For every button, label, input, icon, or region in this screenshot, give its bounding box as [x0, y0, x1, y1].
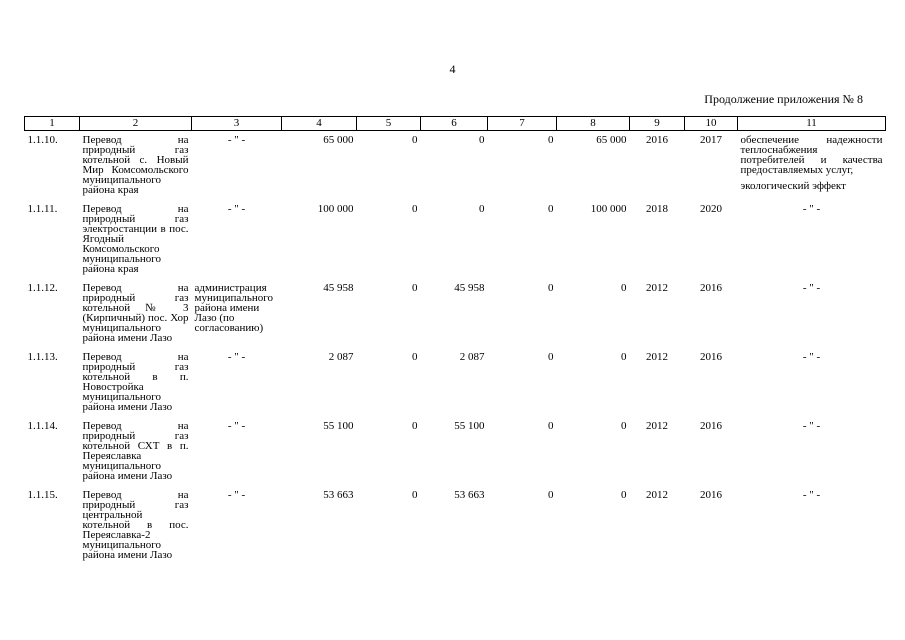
- column-number-row: [25, 117, 886, 131]
- column-header: 10: [685, 117, 738, 131]
- amount-col8: 100 000: [590, 203, 627, 215]
- column-header: 11: [738, 117, 886, 131]
- amount-col7: 0: [548, 282, 554, 294]
- amount-col8: 0: [621, 489, 627, 501]
- amount-col5: 0: [412, 351, 418, 363]
- end-year: 2016: [700, 351, 722, 363]
- amount-col6: 0: [479, 134, 485, 146]
- end-year: 2017: [700, 134, 722, 146]
- amount-col8: 0: [621, 420, 627, 432]
- measure-name: Перевод на природный газ котельной № 3 (Кирпичный) пос. Хор муниципального района имени Лазо: [82, 282, 189, 344]
- total-amount: 65 000: [323, 134, 354, 146]
- row-code: 1.1.15.: [27, 489, 58, 501]
- amount-col5: 0: [412, 134, 418, 146]
- amount-col6: 2 087: [459, 351, 485, 363]
- expected-effect: - " -: [802, 489, 821, 501]
- end-year: 2016: [700, 489, 722, 501]
- start-year: 2012: [646, 282, 668, 294]
- amount-col5: 0: [412, 203, 418, 215]
- amount-col7: 0: [548, 420, 554, 432]
- column-header: 3: [192, 117, 282, 131]
- column-header: 6: [421, 117, 488, 131]
- total-amount: 45 958: [323, 282, 354, 294]
- start-year: 2012: [646, 489, 668, 501]
- amount-col5: 0: [412, 420, 418, 432]
- table-row: [25, 486, 886, 565]
- amount-col8: 65 000: [596, 134, 627, 146]
- amount-col5: 0: [412, 489, 418, 501]
- measure-name: Перевод на природный газ электростанции в пос. Ягодный Комсомольского муниципального района края: [82, 203, 189, 275]
- effect-text: обеспечение надежности теплоснабжения потребителей и качества предоставляемых услуг,: [740, 134, 883, 176]
- measure-name: Перевод на природный газ центральной котельной в пос. Переяславка-2 муниципального района имени Лазо: [82, 489, 189, 561]
- table-row: [25, 417, 886, 486]
- column-header: 4: [282, 117, 357, 131]
- end-year: 2020: [700, 203, 722, 215]
- start-year: 2016: [646, 134, 668, 146]
- amount-col7: 0: [548, 134, 554, 146]
- page-number: 4: [449, 62, 456, 76]
- expected-effect: [738, 131, 886, 201]
- row-code: 1.1.12.: [27, 282, 58, 294]
- expected-effect: - " -: [802, 282, 821, 294]
- row-code: 1.1.10.: [27, 134, 58, 146]
- appendix-continuation-label: Продолжение приложения № 8: [704, 92, 863, 106]
- row-code: 1.1.13.: [27, 351, 58, 363]
- column-header: 1: [25, 117, 80, 131]
- measure-name: Перевод на природный газ котельной в п. Новостройка муниципального района имени Лазо: [82, 351, 189, 413]
- amount-col8: 0: [621, 282, 627, 294]
- table-row: [25, 279, 886, 348]
- table-row: [25, 200, 886, 279]
- executor: - " -: [227, 134, 246, 146]
- row-code: 1.1.14.: [27, 420, 58, 432]
- start-year: 2018: [646, 203, 668, 215]
- measure-name: Перевод на природный газ котельной с. Новый Мир Комсомольского муниципального района края: [82, 134, 189, 196]
- amount-col8: 0: [621, 351, 627, 363]
- amount-col7: 0: [548, 351, 554, 363]
- amount-col6: 45 958: [454, 282, 485, 294]
- total-amount: 2 087: [328, 351, 354, 363]
- end-year: 2016: [700, 420, 722, 432]
- start-year: 2012: [646, 420, 668, 432]
- row-code: 1.1.11.: [27, 203, 58, 215]
- amount-col7: 0: [548, 203, 554, 215]
- expected-effect: - " -: [802, 203, 821, 215]
- column-header: 5: [357, 117, 421, 131]
- end-year: 2016: [700, 282, 722, 294]
- column-header: 7: [488, 117, 557, 131]
- amount-col6: 53 663: [454, 489, 485, 501]
- measures-table: [24, 116, 886, 565]
- table-row: [25, 348, 886, 417]
- expected-effect: - " -: [802, 351, 821, 363]
- measure-name: Перевод на природный газ котельной СХТ в п. Переяславка муниципального района имени Лазо: [82, 420, 189, 482]
- expected-effect: - " -: [802, 420, 821, 432]
- total-amount: 53 663: [323, 489, 354, 501]
- table-row: [25, 131, 886, 201]
- effect-text-extra: экологический эффект: [740, 180, 846, 192]
- column-header: 8: [557, 117, 630, 131]
- total-amount: 55 100: [323, 420, 354, 432]
- executor: - " -: [227, 489, 246, 501]
- total-amount: 100 000: [317, 203, 354, 215]
- start-year: 2012: [646, 351, 668, 363]
- column-header: 9: [630, 117, 685, 131]
- executor: администрация муниципального района имени Лазо (по согласованию): [194, 282, 274, 334]
- amount-col5: 0: [412, 282, 418, 294]
- executor: - " -: [227, 420, 246, 432]
- column-header: 2: [80, 117, 192, 131]
- executor: - " -: [227, 351, 246, 363]
- amount-col6: 0: [479, 203, 485, 215]
- executor: - " -: [227, 203, 246, 215]
- amount-col6: 55 100: [454, 420, 485, 432]
- amount-col7: 0: [548, 489, 554, 501]
